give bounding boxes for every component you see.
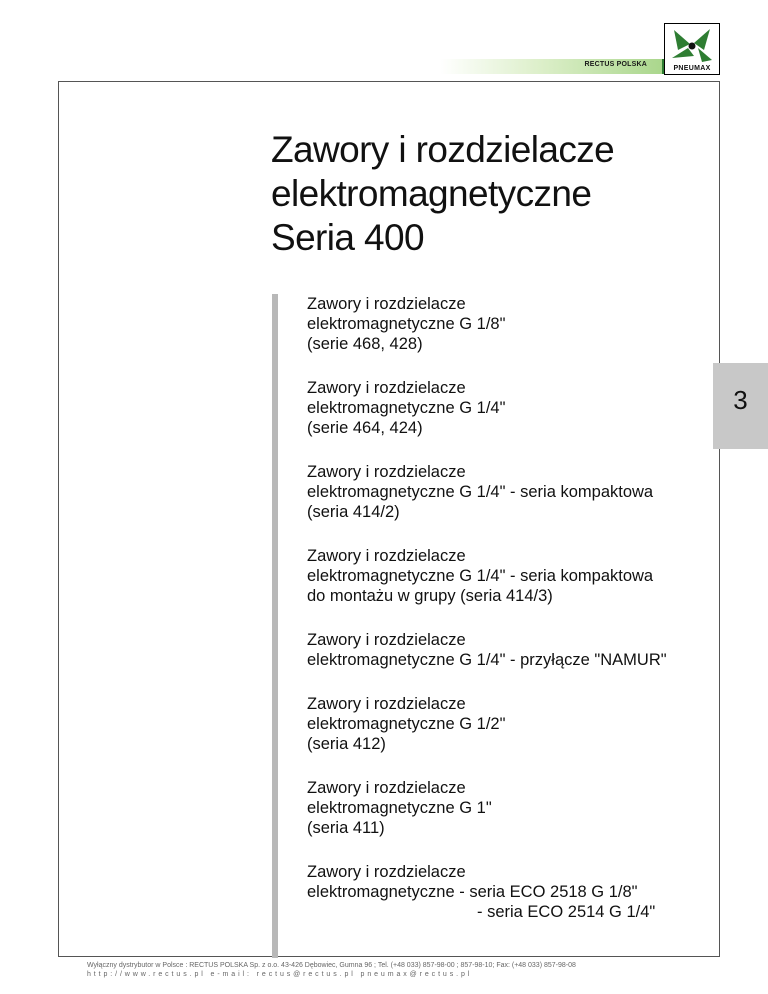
list-item [307, 778, 492, 838]
section-tab [713, 363, 768, 449]
vertical-divider [272, 294, 278, 958]
header-gradient-bar [440, 59, 665, 74]
list-item [307, 630, 667, 670]
item-line: elektromagnetyczne G 1/4" [307, 399, 506, 417]
item-line: (seria 411) [307, 819, 385, 837]
title-line-1: Zawory i rozdzielacze [271, 129, 615, 170]
item-line: (serie 468, 428) [307, 335, 423, 353]
item-line: Zawory i rozdzielacze [307, 547, 466, 565]
list-item [307, 546, 653, 606]
page-title [271, 128, 614, 260]
list-item [307, 694, 505, 754]
item-line: elektromagnetyczne G 1/4" - przyłącze "NAMUR" [307, 651, 667, 669]
list-item [307, 378, 505, 438]
item-line: (seria 414/2) [307, 503, 400, 521]
item-line: elektromagnetyczne G 1/4" - seria kompaktowa [307, 483, 654, 501]
item-line: elektromagnetyczne - seria ECO 2518 G 1/8" [307, 883, 638, 901]
logo-text: PNEUMAX [673, 65, 711, 72]
item-line: (seria 412) [307, 735, 386, 753]
pneumax-logo [664, 23, 720, 75]
item-line: elektromagnetyczne G 1/4" - seria kompaktowa [307, 567, 654, 585]
list-item [307, 862, 655, 922]
title-line-2: elektromagnetyczne [271, 173, 592, 214]
item-line: Zawory i rozdzielacze [307, 295, 466, 313]
item-line: do montażu w grupy (seria 414/3) [307, 587, 553, 605]
item-line: elektromagnetyczne G 1/2" [307, 715, 506, 733]
item-line: Zawory i rozdzielacze [307, 779, 466, 797]
list-item [307, 294, 505, 354]
company-label: RECTUS POLSKA [584, 61, 647, 68]
title-line-3: Seria 400 [271, 217, 424, 258]
footer-contact: http://www.rectus.pl e-mail: rectus@rectus.pl pneumax@rectus.pl [87, 971, 473, 978]
item-line: elektromagnetyczne G 1" [307, 799, 492, 817]
item-line: Zawory i rozdzielacze [307, 631, 466, 649]
item-line: - seria ECO 2514 G 1/4" [477, 903, 656, 921]
list-item [307, 462, 653, 522]
item-line: Zawory i rozdzielacze [307, 463, 466, 481]
item-line: Zawory i rozdzielacze [307, 863, 466, 881]
item-line: Zawory i rozdzielacze [307, 695, 466, 713]
item-line: Zawory i rozdzielacze [307, 379, 466, 397]
footer [87, 961, 707, 979]
item-line: (serie 464, 424) [307, 419, 423, 437]
section-number: 3 [733, 385, 748, 415]
item-line: elektromagnetyczne G 1/8" [307, 315, 506, 333]
footer-address: Wyłączny dystrybutor w Polsce : RECTUS POLSKA Sp. z o.o. 43-426 Dębowiec, Gumna 96 ; Tel. (+48 033) 857-98-00 ; 857-98-10; Fax: (+48 033) 857-98-08 [87, 962, 576, 969]
pinwheel-logo-icon [668, 26, 716, 64]
